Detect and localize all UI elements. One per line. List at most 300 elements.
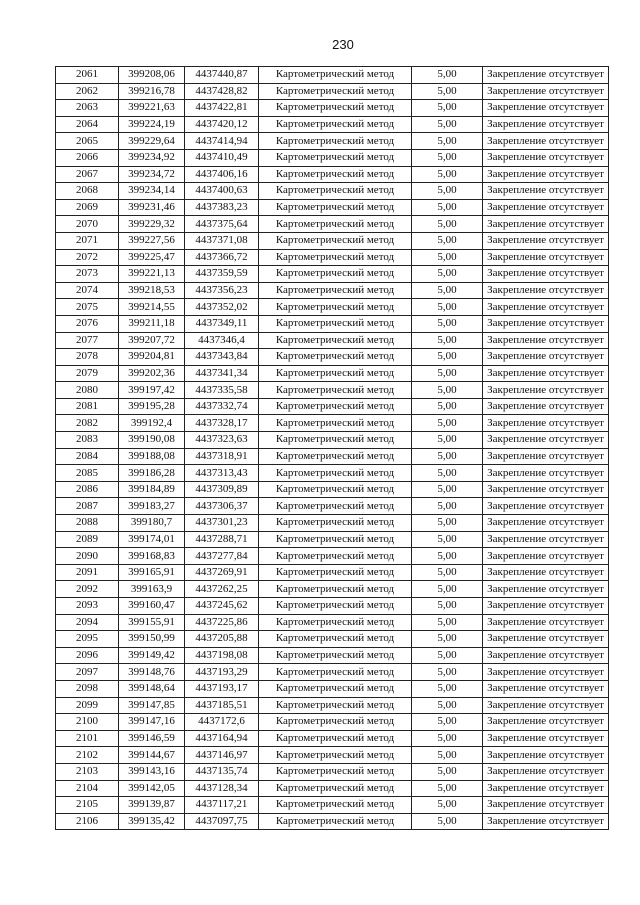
method-cell: Картометрический метод xyxy=(259,282,412,299)
point-number-cell: 2099 xyxy=(56,697,119,714)
accuracy-cell: 5,00 xyxy=(412,166,483,183)
table-row xyxy=(56,116,609,133)
x-coordinate-cell: 399224,19 xyxy=(119,116,185,133)
fixing-cell: Закрепление отсутствует xyxy=(483,266,609,283)
table-row xyxy=(56,647,609,664)
fixing-cell: Закрепление отсутствует xyxy=(483,349,609,366)
point-number-cell: 2102 xyxy=(56,747,119,764)
fixing-cell: Закрепление отсутствует xyxy=(483,581,609,598)
fixing-cell: Закрепление отсутствует xyxy=(483,83,609,100)
table-row xyxy=(56,199,609,216)
method-cell: Картометрический метод xyxy=(259,398,412,415)
fixing-cell: Закрепление отсутствует xyxy=(483,730,609,747)
x-coordinate-cell: 399146,59 xyxy=(119,730,185,747)
fixing-cell: Закрепление отсутствует xyxy=(483,797,609,814)
x-coordinate-cell: 399195,28 xyxy=(119,398,185,415)
table-row xyxy=(56,432,609,449)
table-row xyxy=(56,465,609,482)
table-row xyxy=(56,631,609,648)
table-body xyxy=(56,67,609,830)
table-row xyxy=(56,249,609,266)
fixing-cell: Закрепление отсутствует xyxy=(483,216,609,233)
accuracy-cell: 5,00 xyxy=(412,680,483,697)
table-row xyxy=(56,548,609,565)
point-number-cell: 2067 xyxy=(56,166,119,183)
accuracy-cell: 5,00 xyxy=(412,614,483,631)
method-cell: Картометрический метод xyxy=(259,315,412,332)
point-number-cell: 2075 xyxy=(56,299,119,316)
accuracy-cell: 5,00 xyxy=(412,598,483,615)
fixing-cell: Закрепление отсутствует xyxy=(483,398,609,415)
fixing-cell: Закрепление отсутствует xyxy=(483,631,609,648)
point-number-cell: 2092 xyxy=(56,581,119,598)
point-number-cell: 2104 xyxy=(56,780,119,797)
x-coordinate-cell: 399234,92 xyxy=(119,149,185,166)
x-coordinate-cell: 399183,27 xyxy=(119,498,185,515)
y-coordinate-cell: 4437309,89 xyxy=(185,481,259,498)
fixing-cell: Закрепление отсутствует xyxy=(483,598,609,615)
accuracy-cell: 5,00 xyxy=(412,349,483,366)
method-cell: Картометрический метод xyxy=(259,249,412,266)
method-cell: Картометрический метод xyxy=(259,432,412,449)
table-row xyxy=(56,780,609,797)
accuracy-cell: 5,00 xyxy=(412,266,483,283)
x-coordinate-cell: 399204,81 xyxy=(119,349,185,366)
y-coordinate-cell: 4437440,87 xyxy=(185,67,259,84)
y-coordinate-cell: 4437245,62 xyxy=(185,598,259,615)
x-coordinate-cell: 399188,08 xyxy=(119,448,185,465)
point-number-cell: 2085 xyxy=(56,465,119,482)
method-cell: Картометрический метод xyxy=(259,714,412,731)
point-number-cell: 2103 xyxy=(56,763,119,780)
y-coordinate-cell: 4437193,17 xyxy=(185,680,259,697)
table-row xyxy=(56,216,609,233)
fixing-cell: Закрепление отсутствует xyxy=(483,332,609,349)
fixing-cell: Закрепление отсутствует xyxy=(483,382,609,399)
y-coordinate-cell: 4437172,6 xyxy=(185,714,259,731)
y-coordinate-cell: 4437164,94 xyxy=(185,730,259,747)
y-coordinate-cell: 4437306,37 xyxy=(185,498,259,515)
accuracy-cell: 5,00 xyxy=(412,531,483,548)
x-coordinate-cell: 399211,18 xyxy=(119,315,185,332)
table-row xyxy=(56,100,609,117)
table-row xyxy=(56,133,609,150)
point-number-cell: 2080 xyxy=(56,382,119,399)
x-coordinate-cell: 399148,64 xyxy=(119,680,185,697)
table-row xyxy=(56,315,609,332)
fixing-cell: Закрепление отсутствует xyxy=(483,448,609,465)
point-number-cell: 2062 xyxy=(56,83,119,100)
method-cell: Картометрический метод xyxy=(259,730,412,747)
accuracy-cell: 5,00 xyxy=(412,83,483,100)
method-cell: Картометрический метод xyxy=(259,797,412,814)
fixing-cell: Закрепление отсутствует xyxy=(483,432,609,449)
y-coordinate-cell: 4437414,94 xyxy=(185,133,259,150)
table-row xyxy=(56,166,609,183)
accuracy-cell: 5,00 xyxy=(412,647,483,664)
accuracy-cell: 5,00 xyxy=(412,564,483,581)
point-number-cell: 2077 xyxy=(56,332,119,349)
table-row xyxy=(56,232,609,249)
x-coordinate-cell: 399225,47 xyxy=(119,249,185,266)
x-coordinate-cell: 399234,14 xyxy=(119,183,185,200)
method-cell: Картометрический метод xyxy=(259,581,412,598)
accuracy-cell: 5,00 xyxy=(412,813,483,830)
table-row xyxy=(56,498,609,515)
x-coordinate-cell: 399147,16 xyxy=(119,714,185,731)
y-coordinate-cell: 4437422,81 xyxy=(185,100,259,117)
y-coordinate-cell: 4437343,84 xyxy=(185,349,259,366)
fixing-cell: Закрепление отсутствует xyxy=(483,515,609,532)
y-coordinate-cell: 4437410,49 xyxy=(185,149,259,166)
y-coordinate-cell: 4437301,23 xyxy=(185,515,259,532)
y-coordinate-cell: 4437366,72 xyxy=(185,249,259,266)
x-coordinate-cell: 399207,72 xyxy=(119,332,185,349)
y-coordinate-cell: 4437288,71 xyxy=(185,531,259,548)
method-cell: Картометрический метод xyxy=(259,481,412,498)
method-cell: Картометрический метод xyxy=(259,365,412,382)
accuracy-cell: 5,00 xyxy=(412,299,483,316)
y-coordinate-cell: 4437185,51 xyxy=(185,697,259,714)
fixing-cell: Закрепление отсутствует xyxy=(483,116,609,133)
accuracy-cell: 5,00 xyxy=(412,465,483,482)
point-number-cell: 2084 xyxy=(56,448,119,465)
accuracy-cell: 5,00 xyxy=(412,763,483,780)
accuracy-cell: 5,00 xyxy=(412,631,483,648)
accuracy-cell: 5,00 xyxy=(412,249,483,266)
fixing-cell: Закрепление отсутствует xyxy=(483,498,609,515)
method-cell: Картометрический метод xyxy=(259,647,412,664)
accuracy-cell: 5,00 xyxy=(412,232,483,249)
y-coordinate-cell: 4437428,82 xyxy=(185,83,259,100)
fixing-cell: Закрепление отсутствует xyxy=(483,481,609,498)
method-cell: Картометрический метод xyxy=(259,116,412,133)
fixing-cell: Закрепление отсутствует xyxy=(483,365,609,382)
y-coordinate-cell: 4437341,34 xyxy=(185,365,259,382)
accuracy-cell: 5,00 xyxy=(412,282,483,299)
fixing-cell: Закрепление отсутствует xyxy=(483,714,609,731)
y-coordinate-cell: 4437205,88 xyxy=(185,631,259,648)
fixing-cell: Закрепление отсутствует xyxy=(483,100,609,117)
y-coordinate-cell: 4437356,23 xyxy=(185,282,259,299)
point-number-cell: 2088 xyxy=(56,515,119,532)
x-coordinate-cell: 399184,89 xyxy=(119,481,185,498)
accuracy-cell: 5,00 xyxy=(412,498,483,515)
y-coordinate-cell: 4437406,16 xyxy=(185,166,259,183)
fixing-cell: Закрепление отсутствует xyxy=(483,249,609,266)
fixing-cell: Закрепление отсутствует xyxy=(483,564,609,581)
x-coordinate-cell: 399229,32 xyxy=(119,216,185,233)
x-coordinate-cell: 399221,63 xyxy=(119,100,185,117)
method-cell: Картометрический метод xyxy=(259,183,412,200)
y-coordinate-cell: 4437146,97 xyxy=(185,747,259,764)
y-coordinate-cell: 4437335,58 xyxy=(185,382,259,399)
point-number-cell: 2076 xyxy=(56,315,119,332)
method-cell: Картометрический метод xyxy=(259,531,412,548)
table-row xyxy=(56,266,609,283)
fixing-cell: Закрепление отсутствует xyxy=(483,315,609,332)
y-coordinate-cell: 4437359,59 xyxy=(185,266,259,283)
point-number-cell: 2071 xyxy=(56,232,119,249)
x-coordinate-cell: 399216,78 xyxy=(119,83,185,100)
y-coordinate-cell: 4437328,17 xyxy=(185,415,259,432)
accuracy-cell: 5,00 xyxy=(412,747,483,764)
table-row xyxy=(56,581,609,598)
table-row xyxy=(56,714,609,731)
fixing-cell: Закрепление отсутствует xyxy=(483,647,609,664)
x-coordinate-cell: 399186,28 xyxy=(119,465,185,482)
x-coordinate-cell: 399139,87 xyxy=(119,797,185,814)
x-coordinate-cell: 399143,16 xyxy=(119,763,185,780)
accuracy-cell: 5,00 xyxy=(412,714,483,731)
accuracy-cell: 5,00 xyxy=(412,398,483,415)
fixing-cell: Закрепление отсутствует xyxy=(483,183,609,200)
accuracy-cell: 5,00 xyxy=(412,199,483,216)
method-cell: Картометрический метод xyxy=(259,349,412,366)
x-coordinate-cell: 399231,46 xyxy=(119,199,185,216)
fixing-cell: Закрепление отсутствует xyxy=(483,199,609,216)
fixing-cell: Закрепление отсутствует xyxy=(483,166,609,183)
point-number-cell: 2083 xyxy=(56,432,119,449)
x-coordinate-cell: 399160,47 xyxy=(119,598,185,615)
accuracy-cell: 5,00 xyxy=(412,183,483,200)
accuracy-cell: 5,00 xyxy=(412,116,483,133)
accuracy-cell: 5,00 xyxy=(412,581,483,598)
point-number-cell: 2064 xyxy=(56,116,119,133)
fixing-cell: Закрепление отсутствует xyxy=(483,531,609,548)
fixing-cell: Закрепление отсутствует xyxy=(483,133,609,150)
accuracy-cell: 5,00 xyxy=(412,481,483,498)
accuracy-cell: 5,00 xyxy=(412,780,483,797)
accuracy-cell: 5,00 xyxy=(412,133,483,150)
table-row xyxy=(56,332,609,349)
accuracy-cell: 5,00 xyxy=(412,415,483,432)
method-cell: Картометрический метод xyxy=(259,216,412,233)
accuracy-cell: 5,00 xyxy=(412,149,483,166)
method-cell: Картометрический метод xyxy=(259,299,412,316)
method-cell: Картометрический метод xyxy=(259,199,412,216)
point-number-cell: 2072 xyxy=(56,249,119,266)
table-row xyxy=(56,680,609,697)
method-cell: Картометрический метод xyxy=(259,166,412,183)
table-row xyxy=(56,747,609,764)
y-coordinate-cell: 4437225,86 xyxy=(185,614,259,631)
point-number-cell: 2069 xyxy=(56,199,119,216)
point-number-cell: 2093 xyxy=(56,598,119,615)
table-row xyxy=(56,481,609,498)
point-number-cell: 2095 xyxy=(56,631,119,648)
x-coordinate-cell: 399147,85 xyxy=(119,697,185,714)
accuracy-cell: 5,00 xyxy=(412,548,483,565)
fixing-cell: Закрепление отсутствует xyxy=(483,465,609,482)
method-cell: Картометрический метод xyxy=(259,83,412,100)
point-number-cell: 2078 xyxy=(56,349,119,366)
accuracy-cell: 5,00 xyxy=(412,216,483,233)
y-coordinate-cell: 4437198,08 xyxy=(185,647,259,664)
method-cell: Картометрический метод xyxy=(259,515,412,532)
point-number-cell: 2065 xyxy=(56,133,119,150)
fixing-cell: Закрепление отсутствует xyxy=(483,232,609,249)
table-row xyxy=(56,614,609,631)
accuracy-cell: 5,00 xyxy=(412,432,483,449)
table-row xyxy=(56,349,609,366)
accuracy-cell: 5,00 xyxy=(412,664,483,681)
point-number-cell: 2087 xyxy=(56,498,119,515)
point-number-cell: 2094 xyxy=(56,614,119,631)
table-row xyxy=(56,83,609,100)
table-row xyxy=(56,448,609,465)
fixing-cell: Закрепление отсутствует xyxy=(483,149,609,166)
point-number-cell: 2086 xyxy=(56,481,119,498)
y-coordinate-cell: 4437269,91 xyxy=(185,564,259,581)
table-row xyxy=(56,515,609,532)
table-row xyxy=(56,813,609,830)
method-cell: Картометрический метод xyxy=(259,232,412,249)
method-cell: Картометрический метод xyxy=(259,747,412,764)
fixing-cell: Закрепление отсутствует xyxy=(483,813,609,830)
x-coordinate-cell: 399148,76 xyxy=(119,664,185,681)
x-coordinate-cell: 399202,36 xyxy=(119,365,185,382)
table-row xyxy=(56,797,609,814)
x-coordinate-cell: 399218,53 xyxy=(119,282,185,299)
x-coordinate-cell: 399142,05 xyxy=(119,780,185,797)
table-row xyxy=(56,67,609,84)
point-number-cell: 2101 xyxy=(56,730,119,747)
method-cell: Картометрический метод xyxy=(259,664,412,681)
point-number-cell: 2068 xyxy=(56,183,119,200)
table-row xyxy=(56,365,609,382)
x-coordinate-cell: 399192,4 xyxy=(119,415,185,432)
fixing-cell: Закрепление отсутствует xyxy=(483,763,609,780)
point-number-cell: 2063 xyxy=(56,100,119,117)
y-coordinate-cell: 4437375,64 xyxy=(185,216,259,233)
y-coordinate-cell: 4437097,75 xyxy=(185,813,259,830)
accuracy-cell: 5,00 xyxy=(412,365,483,382)
y-coordinate-cell: 4437318,91 xyxy=(185,448,259,465)
x-coordinate-cell: 399208,06 xyxy=(119,67,185,84)
point-number-cell: 2081 xyxy=(56,398,119,415)
method-cell: Картометрический метод xyxy=(259,763,412,780)
method-cell: Картометрический метод xyxy=(259,133,412,150)
table-row xyxy=(56,564,609,581)
point-number-cell: 2073 xyxy=(56,266,119,283)
table-row xyxy=(56,415,609,432)
x-coordinate-cell: 399165,91 xyxy=(119,564,185,581)
x-coordinate-cell: 399221,13 xyxy=(119,266,185,283)
method-cell: Картометрический метод xyxy=(259,614,412,631)
y-coordinate-cell: 4437135,74 xyxy=(185,763,259,780)
method-cell: Картометрический метод xyxy=(259,67,412,84)
x-coordinate-cell: 399234,72 xyxy=(119,166,185,183)
table-row xyxy=(56,598,609,615)
accuracy-cell: 5,00 xyxy=(412,382,483,399)
method-cell: Картометрический метод xyxy=(259,332,412,349)
accuracy-cell: 5,00 xyxy=(412,515,483,532)
table-row xyxy=(56,299,609,316)
method-cell: Картометрический метод xyxy=(259,813,412,830)
table-row xyxy=(56,398,609,415)
table-row xyxy=(56,664,609,681)
accuracy-cell: 5,00 xyxy=(412,315,483,332)
x-coordinate-cell: 399197,42 xyxy=(119,382,185,399)
method-cell: Картометрический метод xyxy=(259,415,412,432)
y-coordinate-cell: 4437128,34 xyxy=(185,780,259,797)
method-cell: Картометрический метод xyxy=(259,100,412,117)
y-coordinate-cell: 4437193,29 xyxy=(185,664,259,681)
y-coordinate-cell: 4437117,21 xyxy=(185,797,259,814)
fixing-cell: Закрепление отсутствует xyxy=(483,299,609,316)
point-number-cell: 2074 xyxy=(56,282,119,299)
method-cell: Картометрический метод xyxy=(259,564,412,581)
fixing-cell: Закрепление отсутствует xyxy=(483,697,609,714)
accuracy-cell: 5,00 xyxy=(412,332,483,349)
x-coordinate-cell: 399214,55 xyxy=(119,299,185,316)
point-number-cell: 2089 xyxy=(56,531,119,548)
accuracy-cell: 5,00 xyxy=(412,100,483,117)
y-coordinate-cell: 4437323,63 xyxy=(185,432,259,449)
x-coordinate-cell: 399150,99 xyxy=(119,631,185,648)
y-coordinate-cell: 4437313,43 xyxy=(185,465,259,482)
x-coordinate-cell: 399168,83 xyxy=(119,548,185,565)
fixing-cell: Закрепление отсутствует xyxy=(483,664,609,681)
y-coordinate-cell: 4437420,12 xyxy=(185,116,259,133)
accuracy-cell: 5,00 xyxy=(412,697,483,714)
accuracy-cell: 5,00 xyxy=(412,67,483,84)
accuracy-cell: 5,00 xyxy=(412,448,483,465)
table-row xyxy=(56,697,609,714)
fixing-cell: Закрепление отсутствует xyxy=(483,780,609,797)
fixing-cell: Закрепление отсутствует xyxy=(483,67,609,84)
method-cell: Картометрический метод xyxy=(259,548,412,565)
y-coordinate-cell: 4437262,25 xyxy=(185,581,259,598)
point-number-cell: 2105 xyxy=(56,797,119,814)
method-cell: Картометрический метод xyxy=(259,448,412,465)
point-number-cell: 2070 xyxy=(56,216,119,233)
x-coordinate-cell: 399135,42 xyxy=(119,813,185,830)
point-number-cell: 2091 xyxy=(56,564,119,581)
x-coordinate-cell: 399149,42 xyxy=(119,647,185,664)
method-cell: Картометрический метод xyxy=(259,680,412,697)
fixing-cell: Закрепление отсутствует xyxy=(483,747,609,764)
y-coordinate-cell: 4437400,63 xyxy=(185,183,259,200)
accuracy-cell: 5,00 xyxy=(412,797,483,814)
y-coordinate-cell: 4437352,02 xyxy=(185,299,259,316)
x-coordinate-cell: 399227,56 xyxy=(119,232,185,249)
accuracy-cell: 5,00 xyxy=(412,730,483,747)
method-cell: Картометрический метод xyxy=(259,780,412,797)
page-number: 230 xyxy=(332,37,354,52)
table-row xyxy=(56,382,609,399)
table-row xyxy=(56,531,609,548)
x-coordinate-cell: 399144,67 xyxy=(119,747,185,764)
fixing-cell: Закрепление отсутствует xyxy=(483,415,609,432)
method-cell: Картометрический метод xyxy=(259,149,412,166)
x-coordinate-cell: 399229,64 xyxy=(119,133,185,150)
x-coordinate-cell: 399174,01 xyxy=(119,531,185,548)
fixing-cell: Закрепление отсутствует xyxy=(483,680,609,697)
point-number-cell: 2082 xyxy=(56,415,119,432)
y-coordinate-cell: 4437383,23 xyxy=(185,199,259,216)
y-coordinate-cell: 4437349,11 xyxy=(185,315,259,332)
method-cell: Картометрический метод xyxy=(259,697,412,714)
table-row xyxy=(56,730,609,747)
fixing-cell: Закрепление отсутствует xyxy=(483,548,609,565)
x-coordinate-cell: 399155,91 xyxy=(119,614,185,631)
point-number-cell: 2097 xyxy=(56,664,119,681)
y-coordinate-cell: 4437371,08 xyxy=(185,232,259,249)
fixing-cell: Закрепление отсутствует xyxy=(483,614,609,631)
x-coordinate-cell: 399163,9 xyxy=(119,581,185,598)
